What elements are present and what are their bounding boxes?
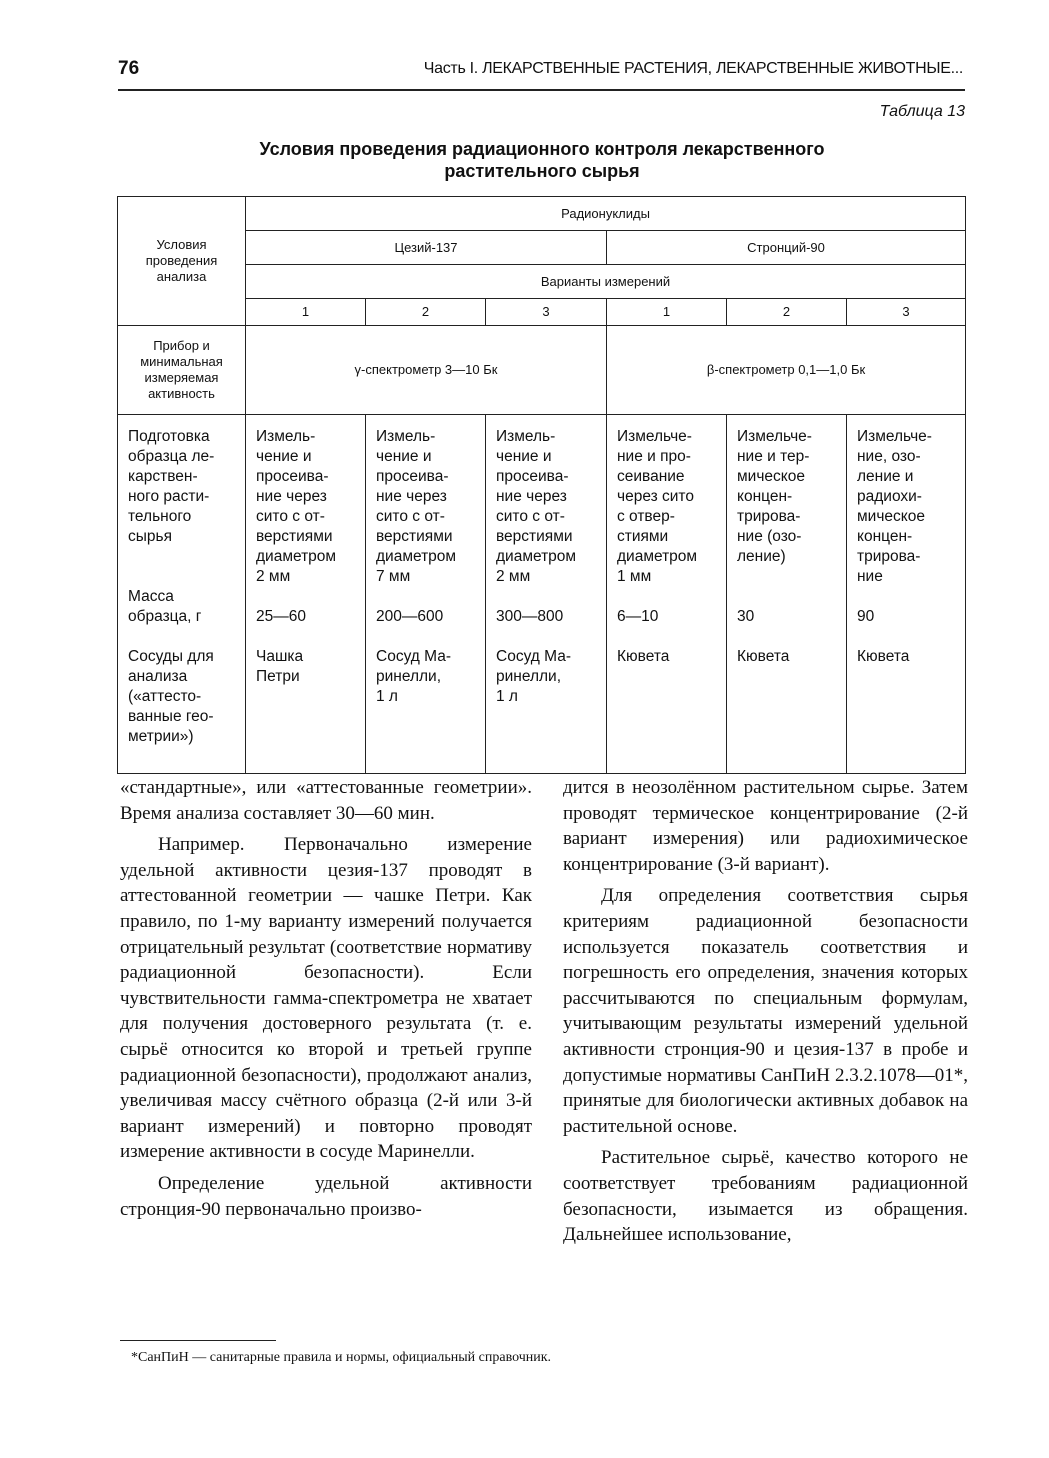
cesium-header: Цезий-137 <box>246 231 607 265</box>
preparation-line: с отвер- <box>617 508 675 525</box>
header-rule <box>118 89 965 91</box>
preparation-line: ление) <box>737 548 786 565</box>
row-labels-cell <box>118 415 246 774</box>
conditions-header-line: проведения <box>145 253 218 268</box>
preparation-line: ние и про- <box>617 448 691 465</box>
preparation-line: ние и тер- <box>737 448 810 465</box>
preparation-line: 2 мм <box>256 568 291 585</box>
device-label-cell <box>118 326 246 415</box>
preparation-line: диаметром <box>376 548 457 565</box>
row-label-line: образца ле- <box>128 448 215 465</box>
variant-cell <box>486 415 607 774</box>
vessel-line: 1 л <box>376 688 398 705</box>
variant-cell <box>366 415 486 774</box>
gamma-device-cell: γ-спектрометр 3—10 Бк <box>246 326 607 415</box>
preparation-line: просеива- <box>256 468 329 485</box>
variants-header: Варианты измерений <box>246 265 966 299</box>
preparation-line: 7 мм <box>376 568 411 585</box>
preparation-line: мическое <box>857 508 925 525</box>
variant-number: 1 <box>607 299 727 326</box>
row-label-line: метрии») <box>128 728 194 745</box>
variant-number: 2 <box>366 299 486 326</box>
paragraph: дится в неозолённом растительном сырье. Затем проводят термическое концентрирование (2-й вариант измерения) или радиохимическое концентрирование (3-й вариант). <box>563 777 968 875</box>
row-label-line: Подготовка <box>128 428 210 445</box>
preparation-line: мическое <box>737 468 805 485</box>
variant-number: 2 <box>727 299 847 326</box>
table-number: Таблица 13 <box>879 103 965 120</box>
preparation-line: просеива- <box>376 468 449 485</box>
table-title <box>118 138 966 182</box>
vessel-line: Сосуд Ма- <box>496 648 572 665</box>
preparation-line: просеива- <box>496 468 569 485</box>
preparation-line: через сито <box>617 488 694 505</box>
variant-number: 3 <box>847 299 966 326</box>
mass-value: 30 <box>737 608 755 625</box>
preparation-line: ние <box>857 568 883 585</box>
preparation-line: трирова- <box>857 548 921 565</box>
row-label-line: образца, г <box>128 608 202 625</box>
vessel-line: Кювета <box>617 648 670 665</box>
preparation-line: диаметром <box>256 548 337 565</box>
preparation-line: сито с от- <box>256 508 325 525</box>
mass-value: 200—600 <box>376 608 444 625</box>
row-label-line: Сосуды для <box>128 648 214 665</box>
vessel-line: 1 л <box>496 688 518 705</box>
vessel-line: Кювета <box>857 648 910 665</box>
mass-value: 300—800 <box>496 608 564 625</box>
table-title-line: Условия проведения радиационного контроля лекарственного <box>259 139 825 159</box>
paragraph: Определение удельной активности стронция-90 первоначально произво- <box>120 1172 532 1220</box>
strontium-header: Стронций-90 <box>607 231 966 265</box>
preparation-line: диаметром <box>496 548 577 565</box>
beta-device-cell: β-спектрометр 0,1—1,0 Бк <box>607 326 966 415</box>
preparation-line: 2 мм <box>496 568 531 585</box>
variant-number: 3 <box>486 299 607 326</box>
running-head: Часть I. ЛЕКАРСТВЕННЫЕ РАСТЕНИЯ, ЛЕКАРСТВЕННЫЕ ЖИВОТНЫЕ... <box>423 60 963 77</box>
preparation-line: Измель- <box>496 428 556 445</box>
preparation-line: ние через <box>256 488 327 505</box>
preparation-line: ление и <box>857 468 914 485</box>
row-label-line: («аттесто- <box>128 688 202 705</box>
preparation-line: диаметром <box>617 548 698 565</box>
conditions-header-cell <box>118 197 246 326</box>
preparation-line: трирова- <box>737 508 801 525</box>
vessel-line: Чашка <box>256 648 304 665</box>
row-label-line: анализа <box>128 668 188 685</box>
radiation-control-table <box>117 196 966 774</box>
variant-cell <box>246 415 366 774</box>
preparation-line: Измельче- <box>737 428 812 445</box>
preparation-line: верстиями <box>376 528 453 545</box>
table-title-line: растительного сырья <box>444 161 640 181</box>
row-label-line: карствен- <box>128 468 198 485</box>
variant-cell <box>607 415 727 774</box>
row-label-line: Масса <box>128 588 174 605</box>
preparation-line: Измель- <box>256 428 316 445</box>
mass-value: 90 <box>857 608 875 625</box>
variant-number: 1 <box>246 299 366 326</box>
preparation-line: Измель- <box>376 428 436 445</box>
footnote-rule <box>120 1340 276 1341</box>
footnote: *СанПиН — санитарные правила и нормы, официальный справочник. <box>131 1350 552 1365</box>
device-label-line: Прибор и <box>153 338 210 353</box>
vessel-line: ринелли, <box>496 668 561 685</box>
preparation-line: ние через <box>376 488 447 505</box>
vessel-line: Петри <box>256 668 300 685</box>
conditions-header-line: Условия <box>156 237 207 252</box>
preparation-line: радиохи- <box>857 488 922 505</box>
preparation-line: 1 мм <box>617 568 652 585</box>
preparation-line: чение и <box>256 448 312 465</box>
vessel-line: Кювета <box>737 648 790 665</box>
row-label-line: сырья <box>128 528 172 545</box>
page-number: 76 <box>118 58 140 79</box>
variant-cell <box>727 415 847 774</box>
paragraph: Для определения соответствия сырья критериям радиационной безопасности используется показатель соответствия и погрешность его определения, значения которых рассчитываются по специальным формулам, учитывающим результаты измерений удельной активности стронция-90 и цезия-137 в пробе и допустимые нормативы СанПиН 2.3.2.1078—01*, принятые для биологически активных добавок на растительной основе. <box>563 885 968 1137</box>
mass-value: 25—60 <box>256 608 306 625</box>
radionuclides-header: Радионуклиды <box>246 197 966 231</box>
preparation-line: чение и <box>376 448 432 465</box>
preparation-line: чение и <box>496 448 552 465</box>
text-column-right <box>563 775 968 1248</box>
preparation-line: сито с от- <box>496 508 565 525</box>
mass-value: 6—10 <box>617 608 659 625</box>
device-label-line: измеряемая <box>144 370 219 385</box>
preparation-line: сито с от- <box>376 508 445 525</box>
preparation-line: Измельче- <box>857 428 932 445</box>
preparation-line: сеивание <box>617 468 685 485</box>
paragraph: Например. Первоначально измерение удельной активности цезия-137 проводят в аттестованной геометрии — чашке Петри. Как правило, по 1-му варианту измерений получается отрицательный результат (соответствие нормативу радиационной безопасности). Если чувствительности гамма-спектрометра не хватает для получения достоверного результата (т. е. сырьё относится ко второй и третьей группе радиационной безопасности), продолжают анализ, увеличивая массу счётного образца (2-й или 3-й вариант измерений) и повторно проводят измерение активности в сосуде Маринелли. <box>120 834 532 1163</box>
preparation-line: концен- <box>857 528 913 545</box>
preparation-line: верстиями <box>496 528 573 545</box>
paragraph: Растительное сырьё, качество которого не соответствует требованиям радиационной безопасности, изымается из обращения. Дальнейшее использование, <box>563 1147 968 1246</box>
device-label-line: минимальная <box>140 354 223 369</box>
row-label-line: тельного <box>128 508 192 525</box>
preparation-line: верстиями <box>256 528 333 545</box>
paragraph: «стандартные», или «аттестованные геометрии». Время анализа составляет 30—60 мин. <box>120 777 532 824</box>
text-column-left <box>120 775 532 1222</box>
preparation-line: ние через <box>496 488 567 505</box>
preparation-line: ние (озо- <box>737 528 802 545</box>
preparation-line: стиями <box>617 528 669 545</box>
device-label-line: активность <box>148 386 215 401</box>
vessel-line: ринелли, <box>376 668 441 685</box>
preparation-line: ние, озо- <box>857 448 921 465</box>
preparation-line: концен- <box>737 488 793 505</box>
row-label-line: ванные гео- <box>128 708 214 725</box>
row-label-line: ного расти- <box>128 488 210 505</box>
conditions-header-line: анализа <box>156 269 207 284</box>
variant-cell <box>847 415 966 774</box>
preparation-line: Измельче- <box>617 428 692 445</box>
vessel-line: Сосуд Ма- <box>376 648 452 665</box>
